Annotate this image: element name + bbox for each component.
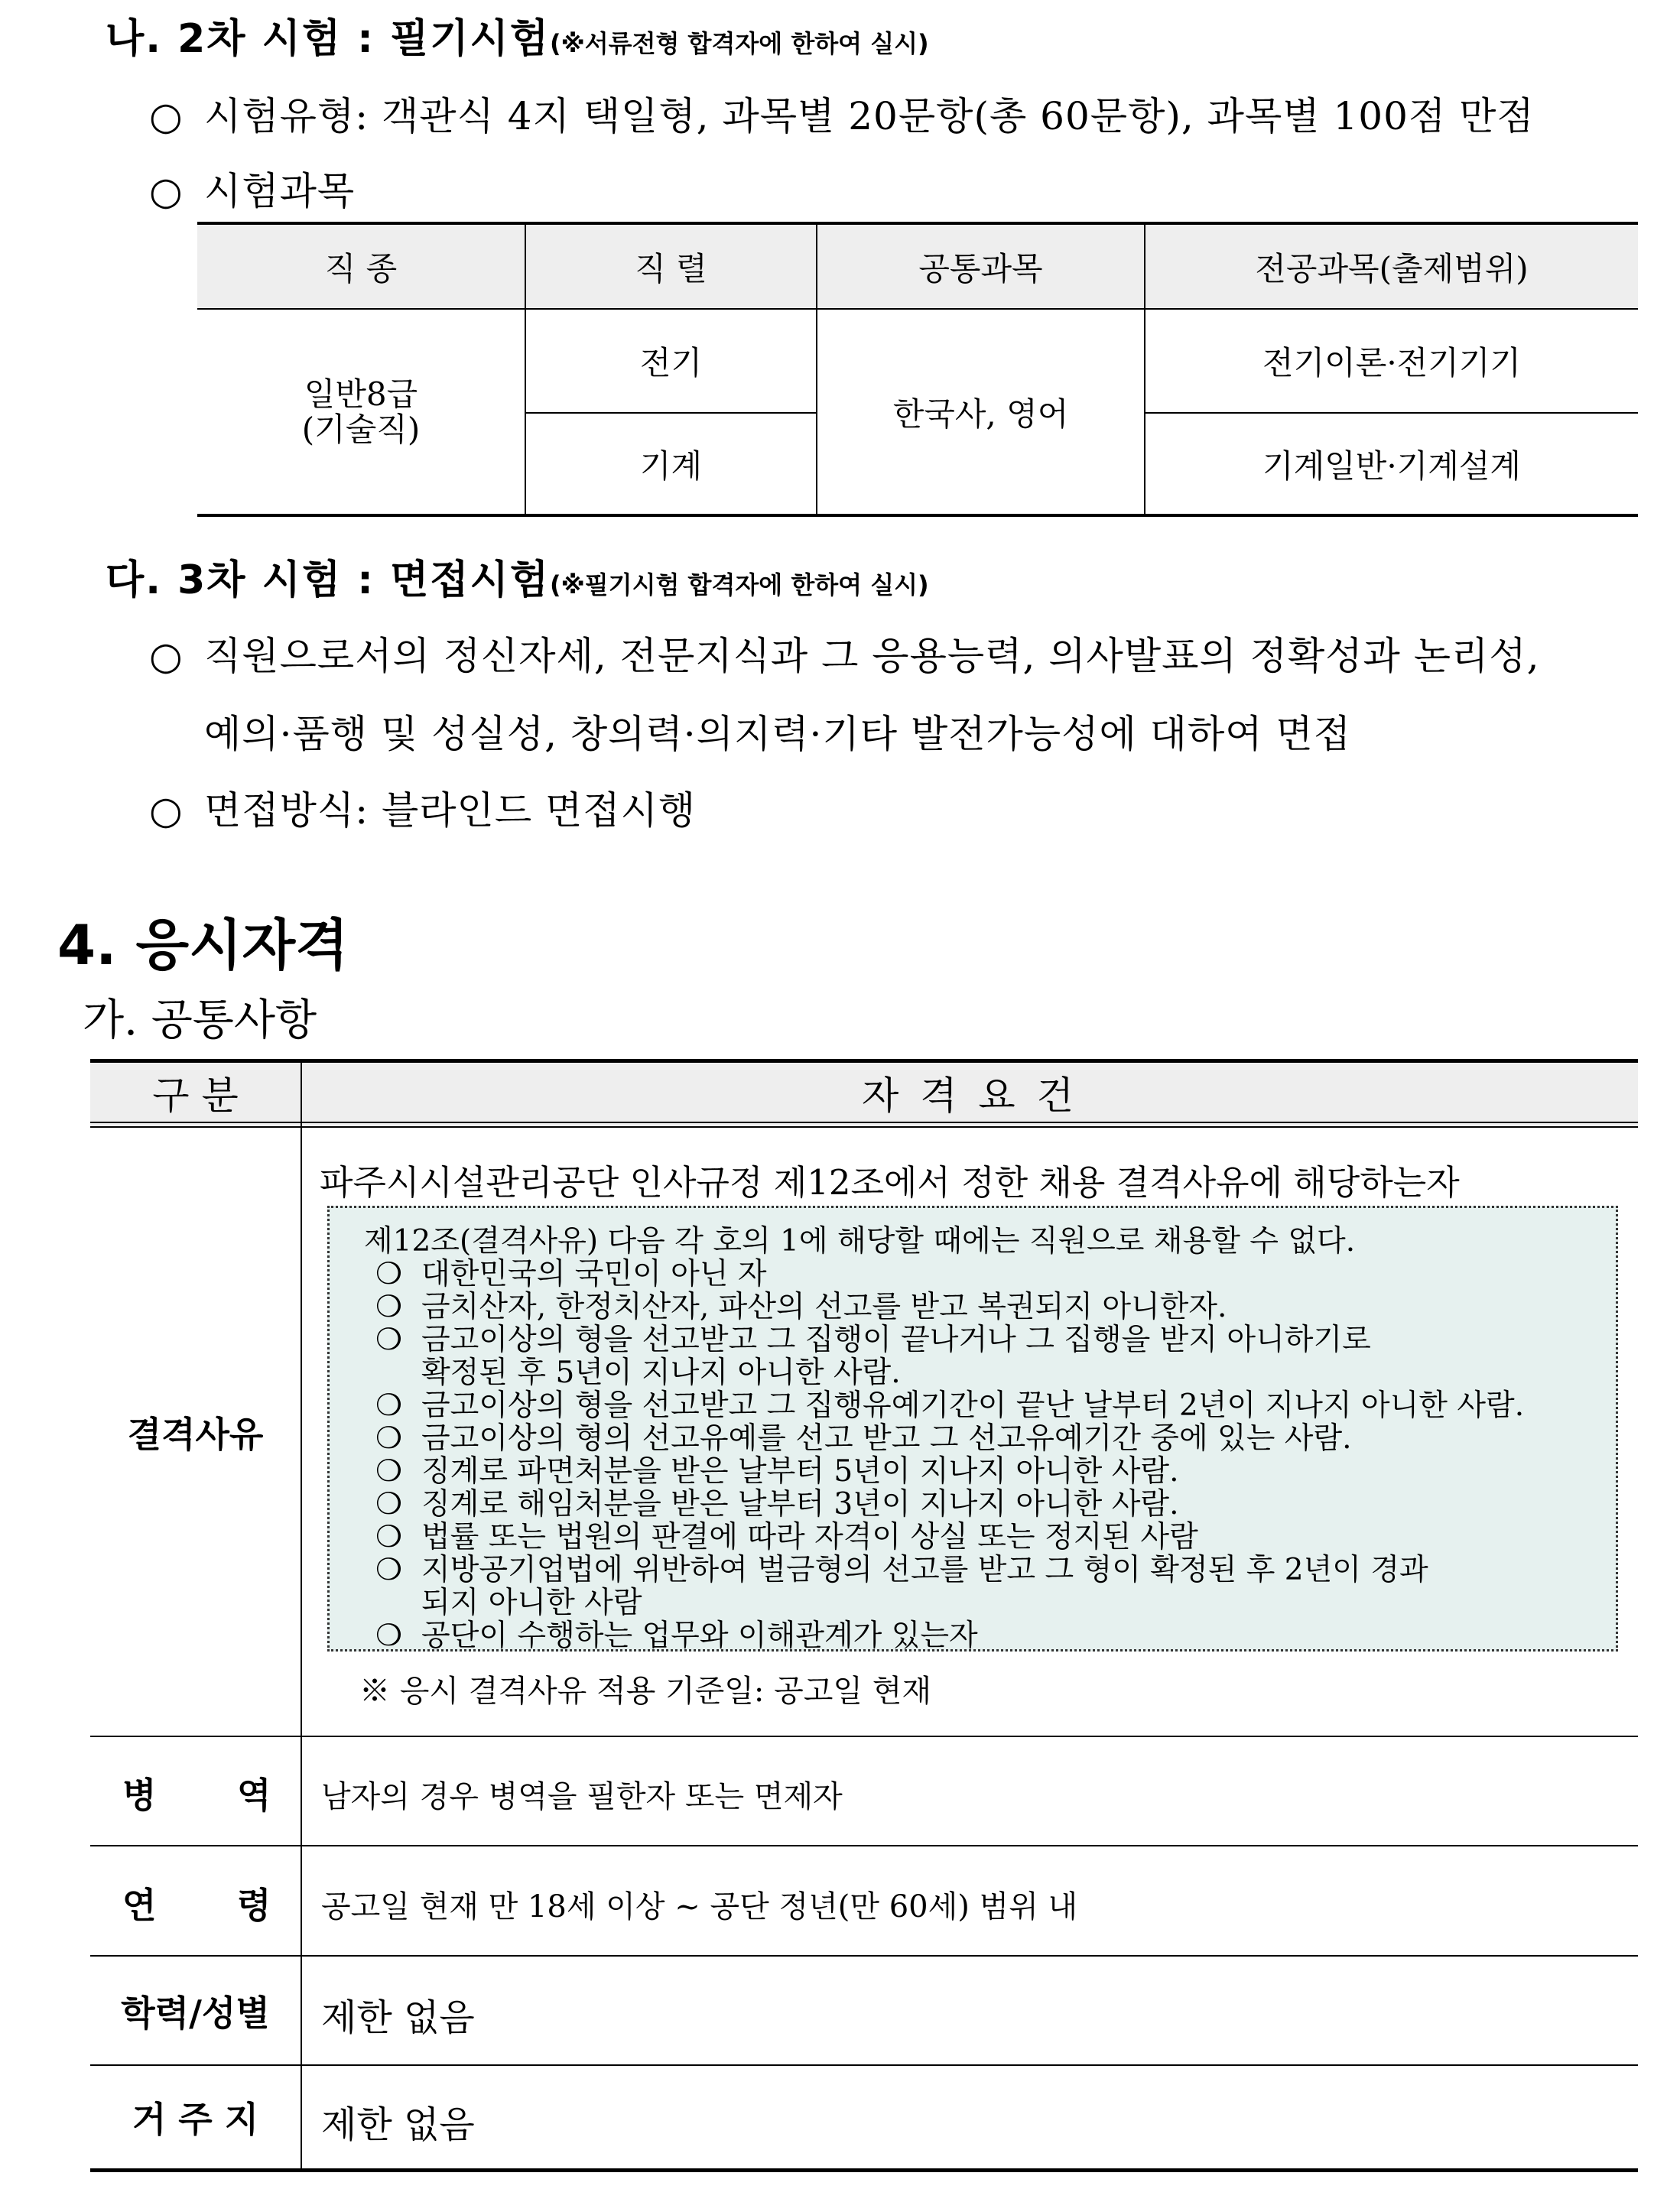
major-mechanical: 기계일반·기계설계: [1262, 447, 1521, 485]
exam-type-text: 시험유형: 객관식 4지 택일형, 과목별 20문항(총 60문항), 과목별 100점 만점: [204, 94, 1535, 138]
bullet-circle-icon: ○: [149, 94, 184, 138]
rule-bullet-icon: ❍: [375, 1388, 402, 1423]
interview-method-text: 면접방식: 블라인드 면접시행: [204, 788, 697, 833]
section4-title: 4. 응시자격: [57, 913, 349, 977]
rule-bullet-icon: ❍: [375, 1487, 402, 1522]
rule-bullet-icon: ❍: [375, 1290, 402, 1324]
bullet-exam-type: [149, 86, 1535, 141]
age-label-a: 연: [122, 1885, 157, 1926]
exam-subjects-text: 시험과목: [204, 169, 356, 213]
rule-box: [327, 1206, 1618, 1651]
rule-item: ❍ 징계로 파면처분을 받은 날부터 5년이 지나지 아니한 사람.: [375, 1454, 1179, 1489]
bullet-interview-criteria: [149, 625, 1540, 680]
header-job-series: 직 렬: [635, 249, 707, 287]
rule-item: ❍ 대한민국의 국민이 아닌 자: [375, 1257, 767, 1291]
age-label-b: 령: [237, 1885, 271, 1926]
section-da-note: (※필기시험 합격자에 한하여 실시): [550, 570, 929, 599]
disq-label: 결격사유: [127, 1413, 264, 1455]
rule-bullet-icon: ❍: [375, 1520, 402, 1554]
bullet-circle-icon: ○: [149, 634, 184, 678]
series-mechanical: 기계: [639, 447, 703, 485]
header-major-subjects: 전공과목(출제범위): [1255, 249, 1529, 287]
rule-bullet-icon: ❍: [375, 1619, 402, 1653]
major-electric: 전기이론·전기기기: [1262, 344, 1521, 382]
rule-item-continuation: 확정된 후 5년이 지나지 아니한 사람.: [421, 1356, 901, 1390]
rule-item-continuation: 되지 아니한 사람: [421, 1586, 642, 1620]
edu-text: 제한 없음: [321, 1996, 475, 2039]
section-da-title: 다. 3차 시험 : 면접시험: [106, 557, 551, 603]
edu-label: 학력/성별: [121, 1992, 270, 2034]
disq-intro: 파주시시설관리공단 인사규정 제12조에서 정한 채용 결격사유에 해당하는자: [320, 1162, 1460, 1203]
rule-bullet-icon: ❍: [375, 1553, 402, 1587]
qual-header-requirements: 자 격 요 건: [862, 1073, 1078, 1118]
section-na-heading: [106, 6, 929, 63]
rule-bullet-icon: ❍: [375, 1323, 402, 1357]
base-date-note: ※ 응시 결격사유 적용 기준일: 공고일 현재: [359, 1674, 932, 1709]
rule-title: 제12조(결격사유) 다음 각 호의 1에 해당할 때에는 직원으로 채용할 수 없다.: [364, 1224, 1356, 1259]
rule-item: ❍ 금치산자, 한정치산자, 파산의 선고를 받고 복권되지 아니한자.: [375, 1290, 1227, 1324]
section-na-note: (※서류전형 합격자에 한하여 실시): [550, 29, 929, 58]
interview-criteria-line2: 예의·품행 및 성실성, 창의력·의지력·기타 발전가능성에 대하여 면접: [204, 712, 1352, 756]
military-text: 남자의 경우 병역을 필한자 또는 면제자: [321, 1779, 843, 1814]
interview-criteria-line1: 직원으로서의 정신자세, 전문지식과 그 응용능력, 의사발표의 정확성과 논리성,: [204, 634, 1540, 678]
rule-item: ❍ 금고이상의 형을 선고받고 그 집행유예기간이 끝난 날부터 2년이 지나지 아니한 사람.: [375, 1388, 1525, 1423]
residence-label: 거 주 지: [132, 2099, 259, 2140]
age-text: 공고일 현재 만 18세 이상 ~ 공단 정년(만 60세) 범위 내: [321, 1889, 1078, 1924]
job-type-cell: 일반8급 (기술직): [301, 375, 421, 448]
section-da-heading: [106, 547, 929, 605]
header-job-type: 직 종: [324, 249, 398, 287]
rule-item: ❍ 지방공기업법에 위반하여 벌금형의 선고를 받고 그 형이 확정된 후 2년이 경과: [375, 1553, 1428, 1587]
military-label-b: 역: [237, 1775, 271, 1816]
bullet-interview-method: [149, 780, 696, 835]
rule-item: ❍ 법률 또는 법원의 판결에 따라 자격이 상실 또는 정지된 사람: [375, 1520, 1198, 1554]
residence-text: 제한 없음: [321, 2103, 475, 2146]
rule-item: ❍ 공단이 수행하는 업무와 이해관계가 있는자: [375, 1619, 978, 1653]
qual-header-category: 구 분: [152, 1073, 239, 1118]
section4-subtitle: 가. 공통사항: [83, 995, 317, 1045]
section-na-title: 나. 2차 시험 : 필기시험: [106, 16, 551, 62]
rule-item: ❍ 금고이상의 형의 선고유예를 선고 받고 그 선고유예기간 중에 있는 사람.: [375, 1421, 1352, 1456]
rule-bullet-icon: ❍: [375, 1454, 402, 1489]
rule-bullet-icon: ❍: [375, 1257, 402, 1291]
common-subjects-cell: 한국사, 영어: [892, 395, 1069, 433]
header-common-subjects: 공통과목: [918, 249, 1043, 287]
series-electric: 전기: [639, 344, 703, 382]
bullet-exam-subjects: [149, 161, 355, 216]
bullet-circle-icon: ○: [149, 788, 184, 833]
rule-bullet-icon: ❍: [375, 1421, 402, 1456]
rule-item: ❍ 징계로 해임처분을 받은 날부터 3년이 지나지 아니한 사람.: [375, 1487, 1179, 1522]
bullet-circle-icon: ○: [149, 169, 184, 213]
rule-item: ❍ 금고이상의 형을 선고받고 그 집행이 끝나거나 그 집행을 받지 아니하기로: [375, 1323, 1371, 1357]
military-label-a: 병: [122, 1775, 157, 1816]
